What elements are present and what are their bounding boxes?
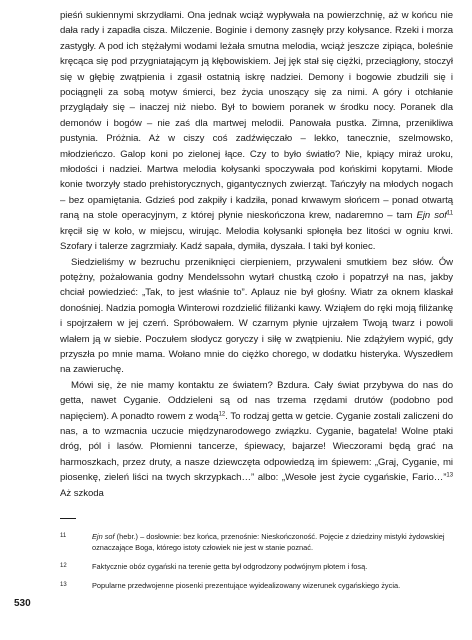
- main-text: [60, 8, 453, 501]
- text-run: Popularne przedwojenne piosenki prezentujące wyidealizowany wizerunek cygańskiego życia.: [92, 581, 401, 590]
- footnote-number: 11: [60, 533, 67, 539]
- footnote-13: [60, 580, 453, 591]
- footnote-number: 12: [60, 563, 67, 569]
- footnote-ref: 12: [218, 411, 226, 418]
- text-run: (hebr.) – dosłownie: bez końca, przenośnie: Nieskończoność. Pojęcie z dziedziny mistyki żydowskiej oznaczające Boga, którego istoty człowiek nie jest w stanie poznać.: [92, 532, 445, 552]
- italic-term: Ejn sof: [92, 532, 115, 541]
- italic-term: Ejn sof: [416, 210, 447, 222]
- text-run: kręcił się w koło, w miejscu, wirując. Melodia kołysanki spłonęła bez litości w ogniu krwi. Szofary i talerze zagrzmiały. Kadź sapała, dymiła, dyszała. I taki był koniec.: [60, 225, 453, 253]
- footnotes: [60, 531, 453, 599]
- page-number: 530: [14, 598, 31, 609]
- footnote-text: [92, 532, 444, 552]
- footnote-ref: 13: [446, 472, 453, 479]
- paragraph-3: [60, 378, 453, 501]
- text-run: pieśń sukiennymi skrzydłami. Ona jednak wciąż wypływała na powierzchnię, aż w końcu nie dała rady i zapadła cisza. Milczenie. Boginie i demony zasnęły przy kołysance. Rzeki i morza zastygły. A pod ich stężałymi wodami leżała smutna melodia, wciąż jeszcze zipiąca, boleśnie kręcąca się pod przygniatającym ją kłębowiskiem. Jej jęk stał się ciężki, przeciągłony, stoczył się w głębię zwątpienia i zgasił ostatnią iskrę nadziei. Demony i bogowie zbudzili się i pociągnęli za sobą motyw śmierci, bez życia unoszący się za nimi. A góry i otchłanie przyglądały się – inaczej niż niebo. Był to bowiem poranek w środku nocy. Poranek dla demonów i bogów – nie zaś dla martwej melodii. Panowała pustka. Zimna, przenikliwa pustynia. Próżnia. Aż w ciszy coś zadźwięczało – lekko, tanecznie, szelmowsko, młodzieńczo. Galop koni po zielonej łące. Czy to było światło? Nie, kpiący miraż uroku, młodości i nadziei. Martwa melodia kołysanki spoczywała pod końskimi kopytami. Młode konie tworzyły stado prehistorycznych, gigantycznych zwierząt. Tańczyły na młodych nogach – bez opamiętania. Gdzieś pod zakpiły i kadziła, ponad krwawym słońcem – ponad otwartą raną na stole operacyjnym, z której płynie nieskończona krew, nadaremno – tam: [60, 10, 453, 222]
- text-run: Siedzieliśmy w bezruchu przeniknięci cierpieniem, przywaleni smutkiem bez słów. Ów potężny, pożałowania godny Mendelssohn wytarł chustką czoło i popatrzył na nas, jakby chciał powiedzieć: „Tak, to jest właśnie to”. Aplauz nie był głośny. Wiatr za oknem klaskał donośniej. Nadzia pomogła Winterowi rozdzielić filiżanki kawy. Wziąłem do ręki moją filiżankę i spojrzałem w jej czerń. Spróbowałem. W czarnym płynie ujrzałem Twoją twarz i powoli wlałem ją w siebie. Poczułem słodycz goryczy i siłę w zwątpieniu. Nie zdążyłem wypić, gdy przyszła po mnie mama. Wołano mnie do ciężko chorego, w dodatku histeryka. Wyszedłem na zawieruchę.: [60, 256, 453, 376]
- footnote-text: [92, 562, 367, 571]
- footnote-separator: [60, 518, 76, 519]
- footnote-12: [60, 561, 453, 572]
- footnote-ref: 11: [446, 210, 453, 217]
- text-run: Mówi się, że nie mamy kontaktu ze światem? Bzdura. Cały świat przybywa do nas do getta, nawet Cyganie. Oddzieleni są od nas trzema rzędami drutów (podobno pod napięciem). A ponadto rowem z wodą: [60, 379, 453, 422]
- text-run: Faktycznie obóz cygański na terenie getta był odgrodzony podwójnym płotem i fosą.: [92, 562, 368, 571]
- paragraph-2: [60, 255, 453, 378]
- footnote-11: [60, 531, 453, 553]
- text-run: . To rodzaj getta w getcie. Cyganie zostali zaliczeni do nas, a to wzmacnia uczucie międzynarodowego związku. Cyganie, bagatela! Wolne ptaki dróg, pól i lasów. Płomienni tancerze, śpiewacy, bajarze! Wieczorami będą grać na harmoszkach, przez druty, a nasze dziewczęta odpowiedzą im śpiewem: „Graj, Cyganie, mi piosenkę, zieleń liści na twych skrzypkach…” albo: „Wesołe jest życie cygańskie, Fario…”: [60, 410, 453, 484]
- text-run: Aż szkoda: [60, 487, 104, 499]
- footnote-text: [92, 581, 400, 590]
- footnote-number: 13: [60, 582, 67, 588]
- paragraph-1: [60, 8, 453, 255]
